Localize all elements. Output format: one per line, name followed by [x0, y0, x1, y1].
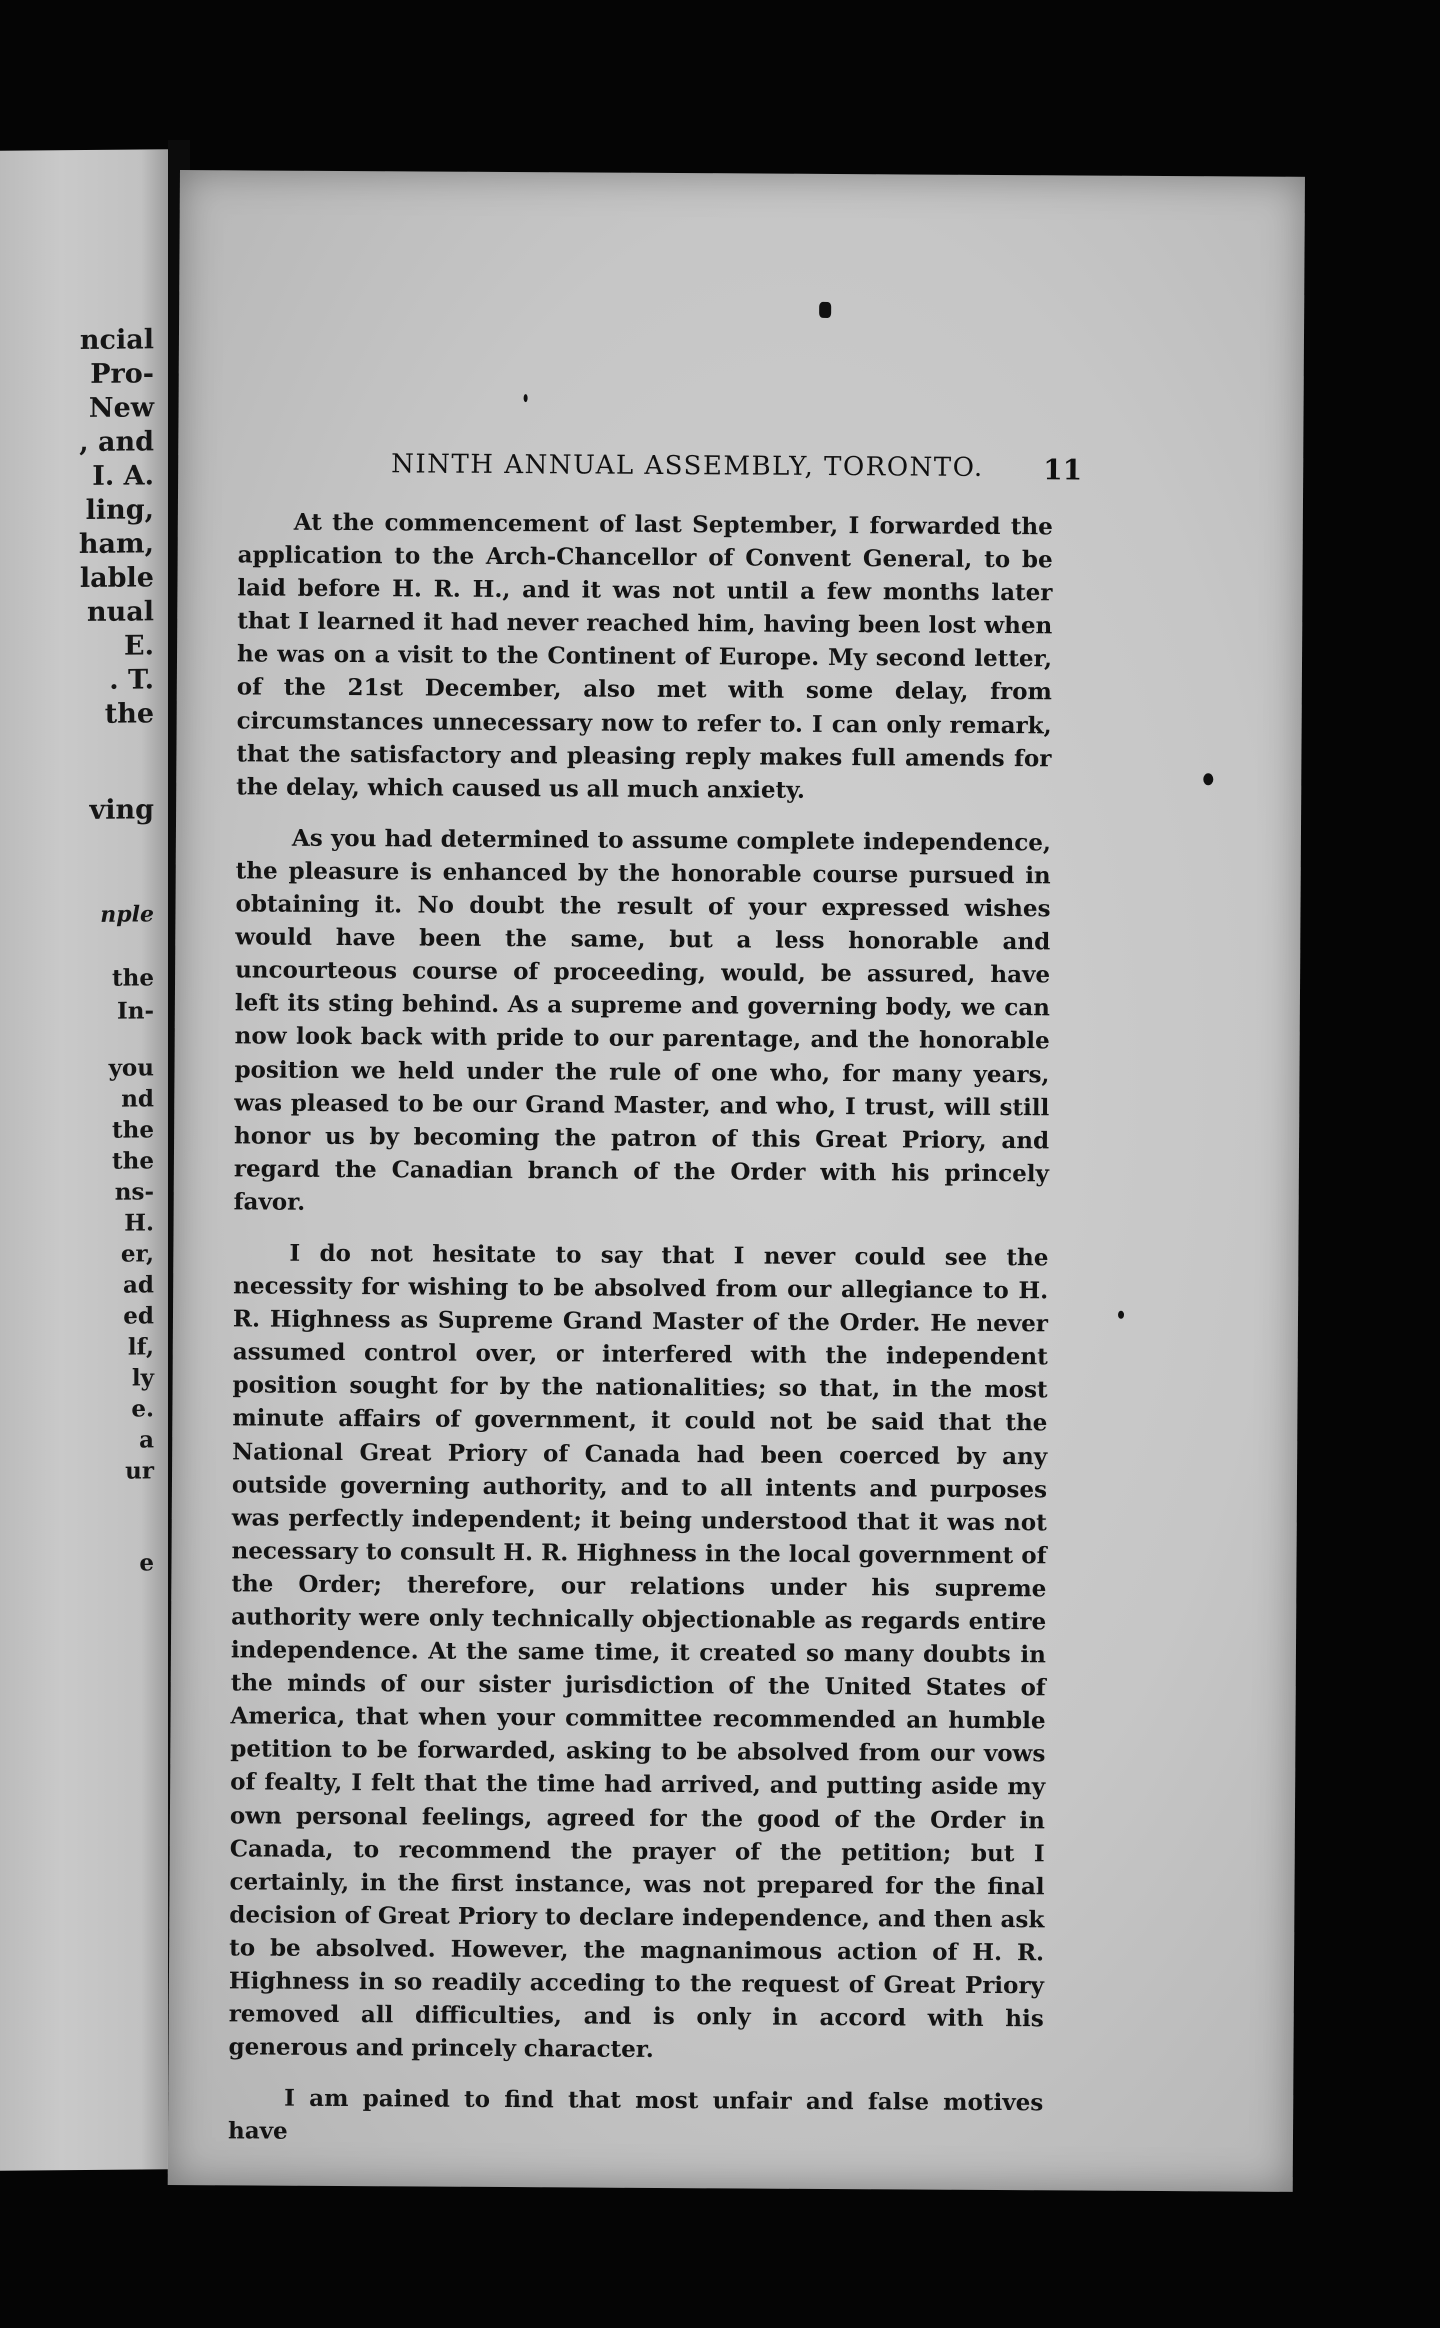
left-fragment: ad — [123, 1271, 154, 1299]
left-fragment: ncial — [79, 324, 154, 356]
left-fragment: nual — [86, 596, 154, 628]
paragraph: I do not hesitate to say that I never could see the necessity for wishing to be absolved from our allegiance to H. R. Highness as Supreme Grand Master of the Order. He never assumed control over, or interfered with the independent position sought for by the nationalities; so that, in the most minute affairs of government, it could not be said that the National Great Priory of Canada had been coerced by any outside governing authority, and to all intents and purposes was perfectly independent; it being understood that it was not necessary to consult H. R. Highness in the local government of the Order; therefore, our relations under his supreme authority were only technically objectionable as regards entire independence. At the same time, it created so many doubts in the minds of our sister jurisdiction of the United States of America, that when your committee recommended an humble petition to be forwarded, asking to be absolved from our vows of fealty, I felt that the time had arrived, and putting aside my own personal feelings, agreed for the good of the Order in Canada, to recommend the prayer of the petition; but I certainly, in the first instance, was not prepared for the final decision of Great Priory to declare independence, and then ask to be absolved. However, the magnanimous action of H. R. Highness in so readily acceding to the request of Great Priory removed all difficulties, and is only in accord with his generous and princely character. — [228, 1239, 1049, 2064]
ink-speck — [1203, 773, 1213, 785]
previous-page-fragment — [0, 149, 168, 2171]
left-fragment: ving — [89, 794, 154, 826]
left-fragment: nd — [121, 1085, 154, 1113]
left-fragment: ling, — [85, 494, 154, 526]
left-fragment: ham, — [78, 528, 154, 561]
left-fragment: In- — [116, 997, 154, 1025]
left-fragment: lf, — [127, 1333, 154, 1361]
paragraph: At the commencement of last September, I forwarded the application to the Arch-Chancellor of Convent General, to be laid before H. R. H., and it was not until a few months later that I learned it had never reached him, having been lost when he was on a visit to the Continent of Europe. My second letter, of the 21st December, also met with some delay, from circumstances unnecessary now to refer to. I can only remark, that the satisfactory and pleasing reply makes full amends for the delay, which caused us all much anxiety. — [236, 508, 1053, 804]
ink-blot — [819, 302, 831, 318]
left-fragment: E. — [124, 630, 154, 662]
left-fragment: New — [88, 392, 154, 424]
book-page — [168, 170, 1305, 2192]
left-fragment: nple — [100, 901, 154, 928]
left-fragment: lable — [79, 562, 154, 594]
left-fragment: e. — [131, 1395, 154, 1423]
left-fragment: a — [139, 1426, 154, 1454]
left-fragment: the — [112, 964, 154, 992]
left-fragment: you — [108, 1054, 154, 1082]
left-fragment: ly — [131, 1364, 154, 1392]
body-text — [228, 505, 1053, 2152]
left-fragment: Pro- — [90, 358, 154, 390]
left-fragment: I. A. — [92, 460, 154, 492]
page-number: 11 — [1043, 453, 1083, 487]
running-head: NINTH ANNUAL ASSEMBLY, TORONTO. — [391, 449, 984, 483]
ink-speck — [1118, 1311, 1124, 1319]
left-fragment: e — [139, 1549, 154, 1577]
left-fragment: the — [112, 1116, 154, 1144]
paragraph: I am pained to find that most unfair and false motives have — [227, 2084, 1044, 2146]
left-fragment: ur — [125, 1457, 154, 1485]
left-fragment: the — [112, 1147, 154, 1175]
left-fragment: er, — [120, 1240, 154, 1268]
left-fragment: . T. — [109, 664, 154, 696]
left-fragment: H. — [124, 1209, 154, 1237]
left-fragment: , and — [79, 426, 154, 458]
left-fragment: ns- — [114, 1178, 154, 1206]
left-fragment: the — [104, 698, 154, 730]
left-fragment: ed — [123, 1302, 154, 1330]
paragraph: As you had determined to assume complete independence, the pleasure is enhanced by the honorable course pursued in obtaining it. No doubt the result of your expressed wishes would have been the same, but a less honorable and uncourteous course of proceeding, would, be assured, have left its sting behind. As a supreme and governing body, we can now look back with pride to our parentage, and the honorable position we held under the rule of one who, for many years, was pleased to be our Grand Master, and who, I trust, will still honor us by becoming the patron of this Great Priory, and regard the Canadian branch of the Order with his princely favor. — [233, 824, 1051, 1216]
ink-speck — [524, 394, 528, 402]
